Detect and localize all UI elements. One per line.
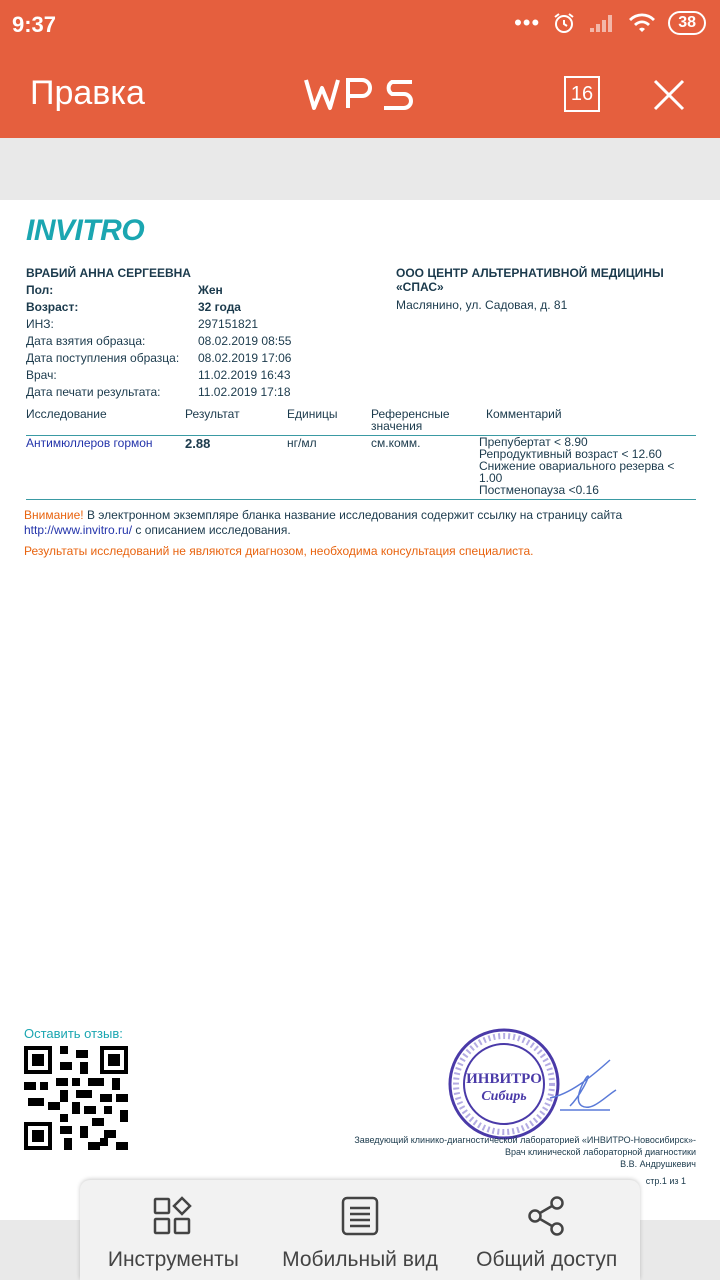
attention-note: [24, 508, 684, 538]
battery-indicator: 38: [668, 11, 706, 35]
close-icon[interactable]: [652, 78, 686, 112]
comment-line: 1.00: [479, 471, 503, 485]
study-link[interactable]: Антимюллеров гормон: [26, 436, 153, 450]
share-button[interactable]: [453, 1180, 640, 1280]
header-study: Исследование: [26, 407, 107, 421]
field-value: 32 года: [198, 300, 241, 314]
result-value: 2.88: [185, 436, 211, 451]
field-key: ИНЗ:: [26, 317, 54, 331]
notification-dots-icon: •••: [514, 10, 541, 35]
organization-name: ООО ЦЕНТР АЛЬТЕРНАТИВНОЙ МЕДИЦИНЫ «СПАС»: [396, 266, 664, 294]
attention-label: Внимание!: [24, 508, 84, 522]
field-row: [26, 316, 291, 333]
qr-code[interactable]: [24, 1046, 128, 1150]
comment-line: Постменопауза <0.16: [479, 483, 599, 497]
wifi-icon: [628, 12, 656, 34]
field-key: Дата взятия образца:: [26, 334, 146, 348]
header-comment: Комментарий: [486, 407, 562, 421]
table-row: [26, 436, 696, 500]
share-icon: [525, 1194, 569, 1238]
results-table-header: [26, 408, 696, 436]
feedback-label: Оставить отзыв:: [24, 1026, 123, 1041]
page-indicator: стр.1 из 1: [645, 1176, 686, 1186]
field-row: [26, 350, 291, 367]
field-value: Жен: [198, 283, 223, 297]
field-key: Пол:: [26, 283, 54, 297]
notes: [24, 508, 684, 559]
comment-line: Препубертат < 8.90: [479, 435, 588, 449]
mobile-view-icon: [338, 1194, 382, 1238]
field-row: [26, 367, 291, 384]
tools-button[interactable]: [80, 1180, 267, 1280]
wps-logo: [302, 76, 420, 112]
tools-label: Инструменты: [107, 1248, 239, 1271]
field-value: 08.02.2019 17:06: [198, 351, 292, 365]
tools-icon: [151, 1194, 195, 1238]
field-value: 08.02.2019 08:55: [198, 334, 292, 348]
stamp-text: Сибирь: [481, 1089, 527, 1104]
organization-info: [396, 266, 696, 312]
attention-text: В электронном экземпляре бланка название исследования содержит ссылку на страницу сайта: [83, 508, 623, 522]
field-row: [26, 333, 291, 350]
page-count-button[interactable]: 16: [564, 76, 600, 112]
footer-signature: [276, 1134, 696, 1170]
comment-line: Снижение овариального резерва <: [479, 459, 675, 473]
header-reference: Референсные значения: [371, 407, 450, 433]
field-key: Возраст:: [26, 300, 79, 314]
footer-line: Врач клинической лабораторной диагностики: [504, 1147, 696, 1157]
disclaimer: Результаты исследований не являются диагнозом, необходима консультация специалиста.: [24, 544, 534, 558]
patient-info: [26, 266, 291, 401]
field-row: [26, 299, 291, 316]
mobile-view-label: Мобильный вид: [282, 1248, 438, 1271]
mobile-view-button[interactable]: [267, 1180, 454, 1280]
field-value: 11.02.2019 16:43: [198, 368, 291, 382]
comment-cell: [479, 436, 689, 496]
field-key: Дата печати результата:: [26, 385, 161, 399]
header-result: Результат: [185, 407, 240, 421]
status-time: 9:37: [12, 12, 57, 37]
status-icons: [514, 10, 706, 36]
link-text: с описанием исследования.: [132, 523, 291, 537]
footer-line: Заведующий клинико-диагностической лабораторией «ИНВИТРО-Новосибирск»-: [354, 1135, 696, 1145]
header-units: Единицы: [287, 407, 338, 421]
invitro-logo: INVITRO: [26, 214, 145, 247]
field-row: [26, 384, 291, 401]
bottom-toolbar: [80, 1180, 640, 1280]
edit-button[interactable]: Правка: [30, 74, 145, 112]
patient-name: ВРАБИЙ АННА СЕРГЕЕВНА: [26, 266, 191, 280]
comment-line: Репродуктивный возраст < 12.60: [479, 447, 662, 461]
field-key: Врач:: [26, 368, 57, 382]
organization-address: Маслянино, ул. Садовая, д. 81: [396, 298, 568, 312]
footer-line: В.В. Андрушкевич: [620, 1159, 696, 1169]
field-value: 11.02.2019 17:18: [198, 385, 291, 399]
app-header: [0, 0, 720, 138]
signature-image: [540, 1048, 630, 1118]
invitro-link[interactable]: http://www.invitro.ru/: [24, 523, 133, 537]
signal-icon: [588, 12, 616, 34]
share-label: Общий доступ: [476, 1248, 618, 1271]
field-row: [26, 282, 291, 299]
field-key: Дата поступления образца:: [26, 351, 180, 365]
stamp-text: ИНВИТРО: [466, 1071, 542, 1087]
units-value: нг/мл: [287, 436, 317, 450]
reference-value: см.комм.: [371, 436, 421, 450]
alarm-icon: [552, 11, 576, 35]
field-value: 297151821: [198, 317, 259, 331]
document-page: [0, 200, 720, 1220]
